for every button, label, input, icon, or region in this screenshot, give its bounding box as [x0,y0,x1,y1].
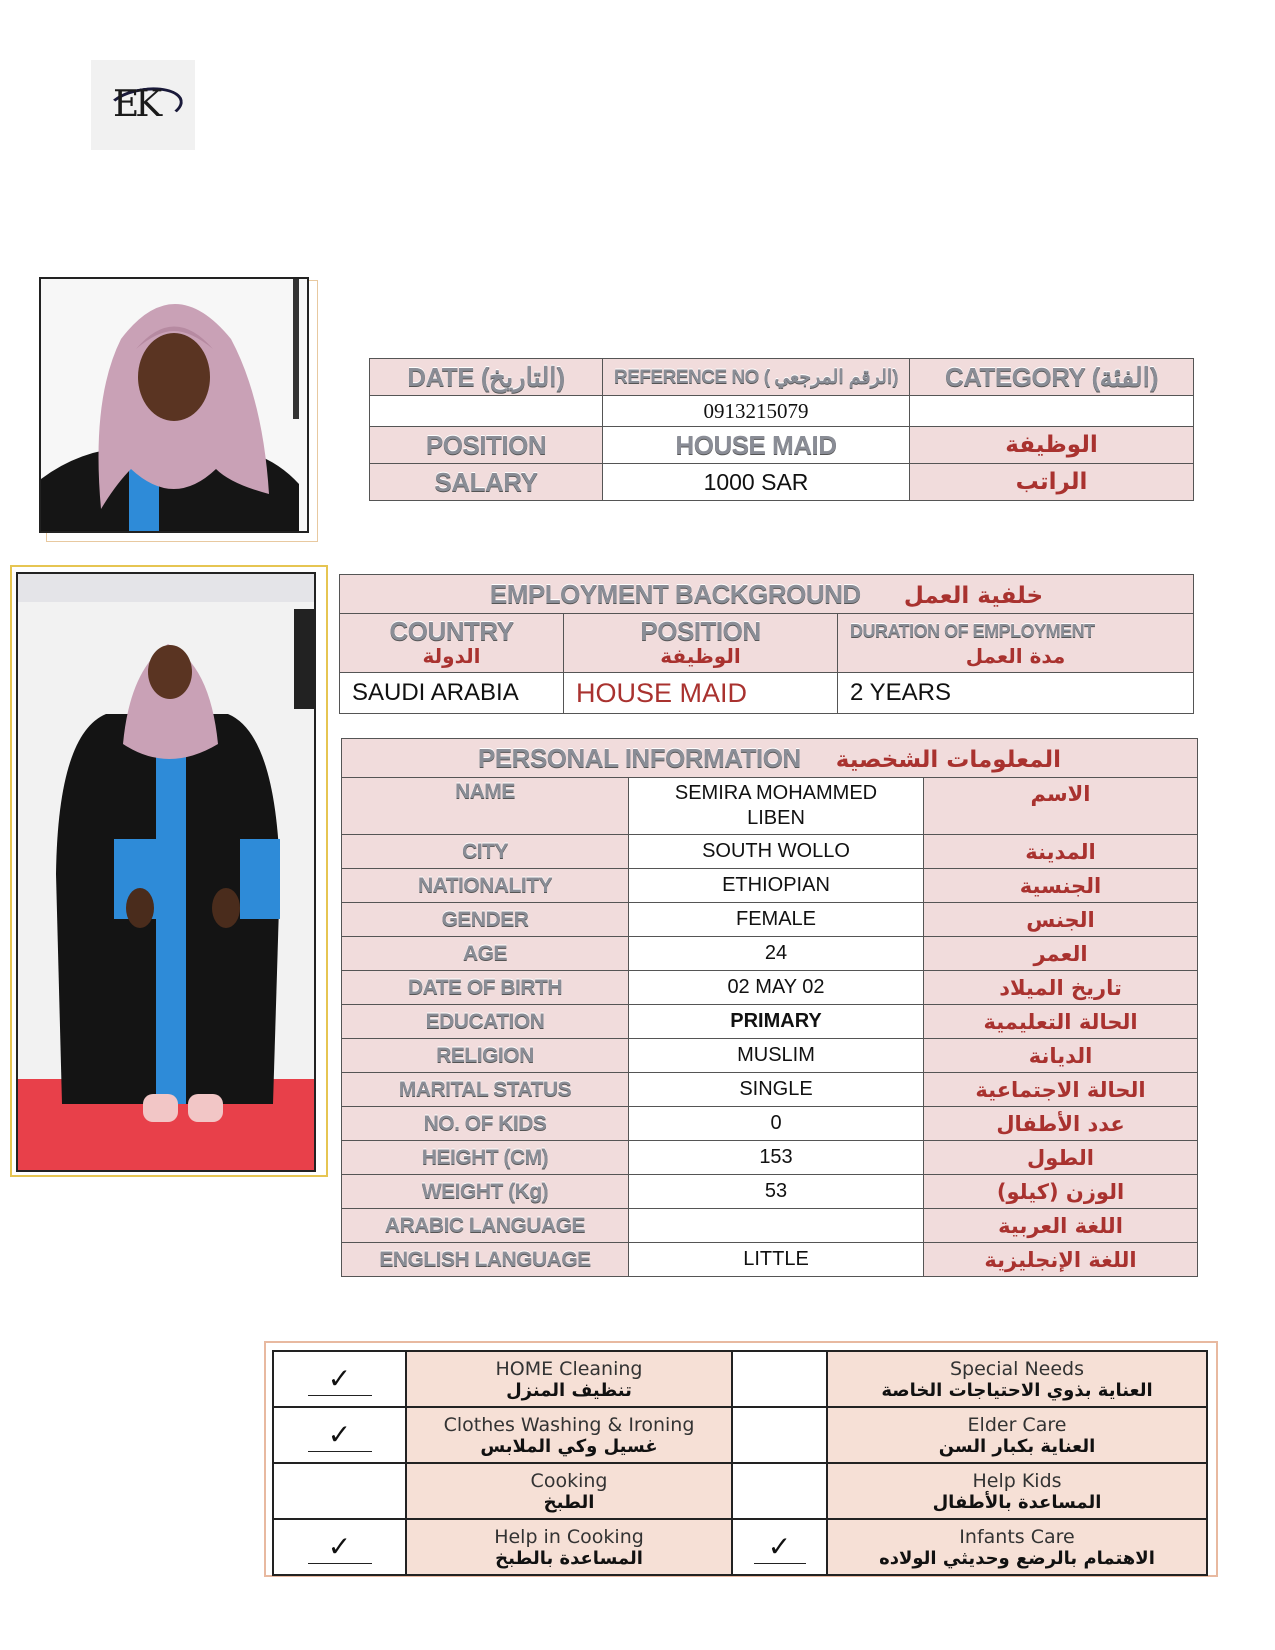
education-label-ar: الحالة التعليمية [924,1005,1198,1039]
name-label-ar: الاسم [924,778,1198,835]
skill-cooking [406,1463,732,1519]
personal-information-table [341,738,1198,1277]
employment-duration: 2 YEARS [838,673,1194,714]
age-label-ar: العمر [924,937,1198,971]
name-value: SEMIRA MOHAMMED LIBEN [629,778,924,835]
position-label-ar: الوظيفة [910,427,1194,464]
skill-label-en: Infants Care [959,1525,1075,1548]
salary-value: 1000 SAR [603,464,910,501]
weight-value: 53 [629,1175,924,1209]
company-logo [91,60,195,150]
skill-row [273,1407,1207,1463]
country-header-ar: الدولة [422,644,481,668]
skill-elder-care [827,1407,1207,1463]
reference-table [369,358,1194,501]
education-label: EDUCATION [342,1005,629,1039]
marital-status-value: SINGLE [629,1073,924,1107]
kids-value: 0 [629,1107,924,1141]
arabic-language-label: ARABIC LANGUAGE [342,1209,629,1243]
personal-header [342,739,1198,778]
position-header-ar: الوظيفة [660,644,741,668]
skill-label-ar: العناية بذوي الاحتياجات الخاصة [881,1379,1153,1401]
full-length-photo [16,572,316,1172]
position-label: POSITION [370,427,603,464]
height-value: 153 [629,1141,924,1175]
skill-help-kids [827,1463,1207,1519]
skill-checkbox-infants-care[interactable] [732,1519,827,1575]
skill-row [273,1519,1207,1575]
date-label: DATE (التاريخ) [370,359,603,396]
age-value: 24 [629,937,924,971]
reference-label: REFERENCE NO ( الرقم المرجعي) [603,359,910,396]
skill-checkbox-help-kids[interactable] [732,1463,827,1519]
skill-label-ar: تنظيف المنزل [506,1379,632,1401]
skill-label-ar: غسيل وكي الملابس [480,1435,658,1457]
checkmark-icon: ✓ [327,1418,352,1451]
category-label: CATEGORY (الفئة) [910,359,1194,396]
height-label: HEIGHT (CM) [342,1141,629,1175]
marital-status-label-ar: الحالة الاجتماعية [924,1073,1198,1107]
english-language-label-ar: اللغة الإنجليزية [924,1243,1198,1277]
checkmark-icon: ✓ [327,1530,352,1563]
religion-label: RELIGION [342,1039,629,1073]
position-value: HOUSE MAID [603,427,910,464]
duration-header-en: DURATION OF EMPLOYMENT [850,621,1095,641]
skill-label-ar: الطبخ [543,1491,595,1513]
nationality-label-ar: الجنسية [924,869,1198,903]
skill-label-en: Elder Care [967,1413,1067,1436]
skill-home-cleaning [406,1351,732,1407]
arabic-language-value [629,1209,924,1243]
skill-label-en: Special Needs [949,1357,1085,1380]
position-column-header [564,614,838,673]
skill-clothes-washing [406,1407,732,1463]
city-label: CITY [342,835,629,869]
position-header-en: POSITION [640,616,761,646]
skill-checkbox-home-cleaning[interactable] [273,1351,406,1407]
nationality-label: NATIONALITY [342,869,629,903]
employment-title: EMPLOYMENT BACKGROUND [489,578,861,609]
education-value: PRIMARY [629,1005,924,1039]
checkmark-icon: ✓ [767,1530,792,1563]
english-language-value: LITTLE [629,1243,924,1277]
country-column-header [340,614,564,673]
marital-status-label: MARITAL STATUS [342,1073,629,1107]
dob-label-ar: تاريخ الميلاد [924,971,1198,1005]
personal-title-ar: المعلومات الشخصية [835,746,1062,773]
country-header-en: COUNTRY [389,616,514,646]
city-label-ar: المدينة [924,835,1198,869]
religion-value: MUSLIM [629,1039,924,1073]
employment-position: HOUSE MAID [564,673,838,714]
duration-column-header [838,614,1194,673]
skill-label-ar: المساعدة بالطبخ [495,1547,643,1569]
category-value [910,396,1194,427]
skills-table [272,1350,1208,1576]
height-label-ar: الطول [924,1141,1198,1175]
skill-label-en: Help Kids [972,1469,1062,1492]
dob-label: DATE OF BIRTH [342,971,629,1005]
checkmark-icon: ✓ [327,1362,352,1395]
personal-title: PERSONAL INFORMATION [477,742,801,773]
name-label: NAME [342,778,629,835]
logo-letters: EK [113,84,159,125]
weight-label-ar: الوزن (كيلو) [924,1175,1198,1209]
gender-label: GENDER [342,903,629,937]
gender-value: FEMALE [629,903,924,937]
skill-label-en: Help in Cooking [494,1525,644,1548]
skill-checkbox-elder-care[interactable] [732,1407,827,1463]
age-label: AGE [342,937,629,971]
skill-row [273,1351,1207,1407]
city-value: SOUTH WOLLO [629,835,924,869]
religion-label-ar: الديانة [924,1039,1198,1073]
employment-title-ar: خلفية العمل [903,582,1044,609]
gender-label-ar: الجنس [924,903,1198,937]
skill-row [273,1463,1207,1519]
english-language-label: ENGLISH LANGUAGE [342,1243,629,1277]
dob-value: 02 MAY 02 [629,971,924,1005]
salary-label: SALARY [370,464,603,501]
skill-label-en: HOME Cleaning [495,1357,643,1380]
duration-header-ar: مدة العمل [965,644,1066,668]
skill-checkbox-help-in-cooking[interactable] [273,1519,406,1575]
skill-special-needs [827,1351,1207,1407]
date-value [370,396,603,427]
skill-checkbox-cooking[interactable] [273,1463,406,1519]
nationality-value: ETHIOPIAN [629,869,924,903]
weight-label: WEIGHT (Kg) [342,1175,629,1209]
skill-checkbox-special-needs[interactable] [732,1351,827,1407]
skill-label-en: Clothes Washing & Ironing [443,1413,695,1436]
skill-checkbox-clothes-washing[interactable] [273,1407,406,1463]
arabic-language-label-ar: اللغة العربية [924,1209,1198,1243]
skill-label-ar: العناية بكبار السن [938,1435,1096,1457]
skill-help-in-cooking [406,1519,732,1575]
employment-country: SAUDI ARABIA [340,673,564,714]
skill-label-ar: المساعدة بالأطفال [932,1491,1102,1513]
reference-value: 0913215079 [603,396,910,427]
employment-header [340,575,1194,614]
skill-label-ar: الاهتمام بالرضع وحديثي الولاده [879,1547,1155,1569]
salary-label-ar: الراتب [910,464,1194,501]
portrait-photo [39,277,309,533]
skill-infants-care [827,1519,1207,1575]
kids-label-ar: عدد الأطفال [924,1107,1198,1141]
skill-label-en: Cooking [530,1469,608,1492]
kids-label: NO. OF KIDS [342,1107,629,1141]
employment-background-table [339,574,1194,714]
